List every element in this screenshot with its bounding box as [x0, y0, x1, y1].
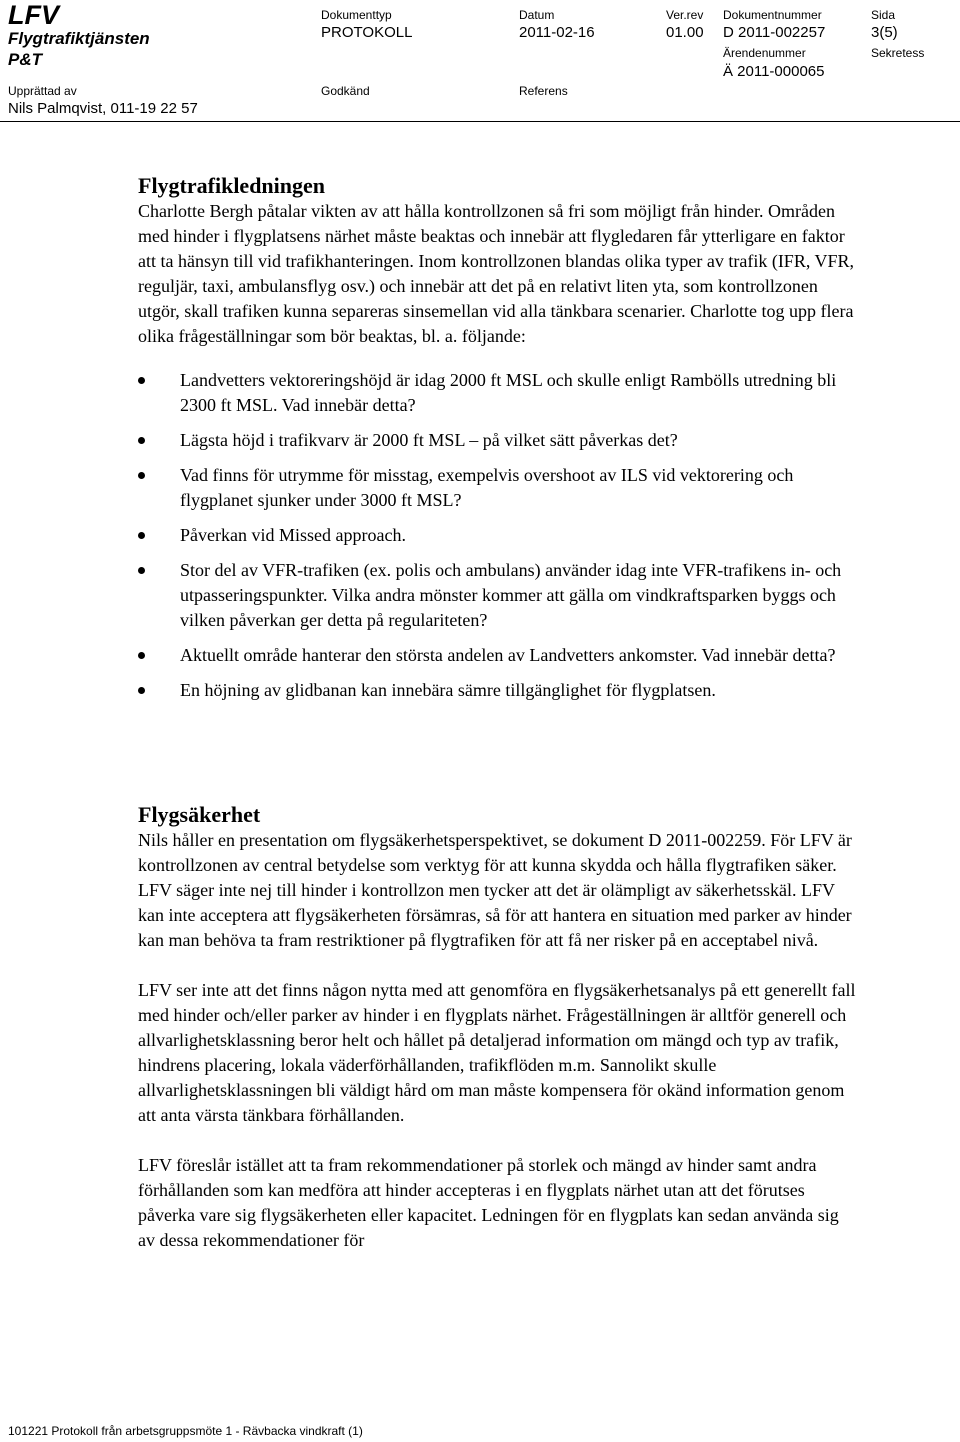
- doc-number-label: Dokumentnummer: [723, 8, 822, 22]
- section-intro: Charlotte Bergh påtalar vikten av att hålla kontrollzonen så fri som möjligt från hinder. Områden med hinder i flygplatsens närhet måste beaktas och innebär att flygledaren får ytterligare en faktor att ta hänsyn till vid trafikhanteringen. Inom kontrollzonen blandas olika typer av trafik (IFR, VFR, reguljär, taxi, ambulansflyg osv.) och innebär att det på en relativt liten yta, som kontrollzonen utgör, skall trafiken kunna separeras sinsemellan vid alla tänkbara scenarier. Charlotte tog upp flera olika frågeställningar som bör beaktas, bl. a. följande:: [138, 201, 855, 346]
- page-value: 3(5): [871, 24, 898, 41]
- doc-number-value: D 2011-002257: [723, 24, 826, 41]
- date-value: 2011-02-16: [519, 24, 595, 41]
- list-item: Påverkan vid Missed approach.: [138, 523, 860, 548]
- list-item: Vad finns för utrymme för misstag, exempelvis overshoot av ILS vid vektorering och flygplanet sjunker under 3000 ft MSL?: [138, 463, 860, 513]
- list-item: Lägsta höjd i trafikvarv är 2000 ft MSL – på vilket sätt påverkas det?: [138, 428, 860, 453]
- section-flygsakerhet: [138, 802, 860, 1253]
- prepared-by-value: Nils Palmqvist, 011-19 22 57: [8, 100, 198, 117]
- doc-type-value: PROTOKOLL: [321, 24, 413, 41]
- list-item: Aktuellt område hanterar den största andelen av Landvetters ankomster. Vad innebär detta?: [138, 643, 860, 668]
- approved-label: Godkänd: [321, 84, 370, 98]
- section-flygtrafikledningen: [138, 173, 860, 713]
- version-value: 01.00: [666, 24, 704, 41]
- prepared-by-label: Upprättad av: [8, 84, 77, 98]
- doc-type-label: Dokumenttyp: [321, 8, 392, 22]
- list-item: En höjning av glidbanan kan innebära sämre tillgänglighet för flygplatsen.: [138, 678, 860, 703]
- reference-label: Referens: [519, 84, 568, 98]
- date-label: Datum: [519, 8, 555, 22]
- version-label: Ver.rev: [666, 8, 704, 22]
- footer-doc-reference: 101221 Protokoll från arbetsgruppsmöte 1 - Rävbacka vindkraft (1): [8, 1424, 363, 1438]
- header-divider: [0, 121, 960, 122]
- case-number-label: Ärendenummer: [723, 46, 806, 60]
- paragraph: Nils håller en presentation om flygsäkerhetsperspektivet, se dokument D 2011-002259. För LFV är kontrollzonen av central betydelse som verktyg för att kunna skydda och hålla flygtrafiken säker. LFV säger inte nej till hinder i kontrollzon men tycker att det är olämpligt av säkerhetsskäl. LFV kan inte acceptera att flygsäkerheten försämras, så för att hantera en situation med parker av hinder kan man behöva ta fram restriktioner på flygtrafiken för att få ner risker på en acceptabel nivå.: [138, 830, 852, 950]
- section-heading: Flygsäkerhet: [138, 802, 261, 827]
- page-label: Sida: [871, 8, 896, 22]
- case-number-value: Ä 2011-000065: [723, 63, 825, 80]
- bullet-list: [138, 368, 860, 703]
- section-heading: Flygtrafikledningen: [138, 173, 326, 198]
- list-item: Landvetters vektoreringshöjd är idag 2000 ft MSL och skulle enligt Rambölls utredning bli 2300 ft MSL. Vad innebär detta?: [138, 368, 860, 418]
- org-unit: Flygtrafiktjänsten: [8, 29, 150, 48]
- list-item: Stor del av VFR-trafiken (ex. polis och ambulans) använder idag inte VFR-trafikens in- och utpasseringspunkter. Vilka andra mönster kommer att gälla om vindkraftsparken byggs och vilken påverkan ger detta på regulariteten?: [138, 558, 860, 633]
- org-subunit: P&T: [8, 50, 42, 69]
- secrecy-label: Sekretess: [871, 46, 925, 60]
- paragraph: LFV ser inte att det finns någon nytta med att genomföra en flygsäkerhetsanalys på ett generellt fall med hinder och/eller parker av hinder i en flygplats närhet. Frågeställningen är alltför generell och allvarlighetsklassning beror helt och hållet på detaljerad information om mängd och typ av trafik, hindrens placering, lokala väderförhållanden, trafikflöden m.m. Sannolikt skulle allvarlighetsklassningen bli väldigt hård om man måste kompensera för okänd information genom att anta värsta tänkbara förhållanden.: [138, 980, 856, 1125]
- paragraph: LFV föreslår istället att ta fram rekommendationer på storlek och mängd av hinder samt andra förhållanden som kan medföra att hinder accepteras i en flygplats närhet utan att det förutses påverka vare sig flygsäkerheten eller kapacitet. Ledningen för en flygplats kan sedan använda sig av dessa rekommendationer för: [138, 1155, 839, 1250]
- org-title: LFV: [8, 0, 59, 30]
